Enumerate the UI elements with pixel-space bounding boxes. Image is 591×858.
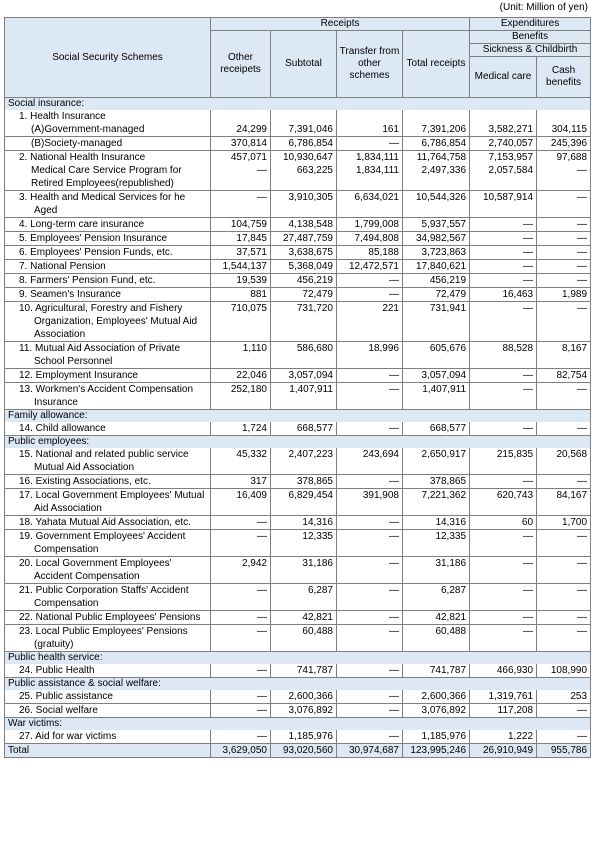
cell-subtotal: 5,368,049 (271, 260, 337, 274)
table-row (5, 369, 591, 383)
scheme-name: 2. National Health Insurance (19, 152, 146, 163)
cell-medical-care: 16,463 (470, 288, 537, 302)
social-security-table (4, 17, 591, 758)
cell-transfer: — (337, 664, 403, 678)
cell-cash-benefits: 955,786 (537, 744, 591, 758)
cell-total-receipts: 741,787 (403, 664, 470, 678)
cell-medical-care: — (470, 625, 537, 652)
cell-total-receipts: 7,221,362 (403, 489, 470, 516)
cell-subtotal: 6,786,854 (271, 137, 337, 151)
category-row (5, 678, 591, 691)
table-row (5, 302, 591, 342)
cell-medical-care: 2,057,584 (470, 164, 537, 191)
cell-cash-benefits: — (537, 232, 591, 246)
cell-other-receipts (211, 110, 271, 123)
cell-other-receipts: — (211, 664, 271, 678)
category-label: Public employees: (5, 436, 591, 449)
cell-total-receipts: 60,488 (403, 625, 470, 652)
scheme-name: 3. Health and Medical Services for he Aged (19, 192, 186, 216)
cell-medical-care: 1,319,761 (470, 690, 537, 704)
cell-subtotal: 72,479 (271, 288, 337, 302)
cell-other-receipts: — (211, 690, 271, 704)
cell-subtotal: 3,910,305 (271, 191, 337, 218)
cell-transfer: 1,834,111 (337, 151, 403, 165)
cell-medical-care: — (470, 530, 537, 557)
cell-other-receipts: — (211, 704, 271, 718)
cell-cash-benefits: — (537, 530, 591, 557)
cell-medical-care: — (470, 232, 537, 246)
header-medical-care: Medical care (470, 57, 537, 98)
cell-other-receipts: 881 (211, 288, 271, 302)
scheme-name: 17. Local Government Employees' Mutual Aid Association (19, 490, 205, 514)
cell-subtotal: 668,577 (271, 422, 337, 436)
table-row (5, 625, 591, 652)
cell-transfer: — (337, 690, 403, 704)
cell-other-receipts: 3,629,050 (211, 744, 271, 758)
cell-medical-care: — (470, 218, 537, 232)
scheme-name: 12. Employment Insurance (19, 370, 138, 381)
cell-transfer: — (337, 288, 403, 302)
category-label: Public assistance & social welfare: (5, 678, 591, 691)
scheme-name: 5. Employees' Pension Insurance (19, 233, 168, 244)
scheme-name: 6. Employees' Pension Funds, etc. (19, 247, 173, 258)
table-row (5, 530, 591, 557)
table-row (5, 218, 591, 232)
cell-transfer: 161 (337, 123, 403, 137)
cell-medical-care: — (470, 369, 537, 383)
scheme-name: 23. Local Public Employees' Pensions (gratuity) (19, 626, 188, 650)
table-row (5, 690, 591, 704)
table-row (5, 137, 591, 151)
header-benefits: Benefits (470, 31, 591, 44)
table-row (5, 164, 591, 191)
cell-other-receipts: — (211, 516, 271, 530)
cell-cash-benefits: — (537, 274, 591, 288)
cell-transfer: — (337, 137, 403, 151)
header-sickness-childbirth: Sickness & Childbirth (470, 44, 591, 57)
header-receipts: Receipts (211, 18, 470, 31)
cell-medical-care: — (470, 611, 537, 625)
cell-total-receipts: 378,865 (403, 475, 470, 489)
cell-transfer: — (337, 369, 403, 383)
table-row (5, 611, 591, 625)
cell-transfer: — (337, 557, 403, 584)
cell-cash-benefits: — (537, 611, 591, 625)
header-total-receipts: Total receipts (403, 31, 470, 98)
cell-cash-benefits: — (537, 302, 591, 342)
cell-other-receipts: 252,180 (211, 383, 271, 410)
cell-other-receipts: 16,409 (211, 489, 271, 516)
scheme-name: 26. Social welfare (19, 705, 98, 716)
scheme-name: 27. Aid for war victims (19, 731, 117, 742)
cell-medical-care: 26,910,949 (470, 744, 537, 758)
cell-subtotal: 93,020,560 (271, 744, 337, 758)
cell-total-receipts: 2,600,366 (403, 690, 470, 704)
scheme-name: 20. Local Government Employees' Accident Compensation (19, 558, 172, 582)
cell-medical-care: 60 (470, 516, 537, 530)
total-row (5, 744, 591, 758)
cell-total-receipts: 2,650,917 (403, 448, 470, 475)
cell-cash-benefits: 20,568 (537, 448, 591, 475)
cell-other-receipts: 1,544,137 (211, 260, 271, 274)
cell-medical-care: — (470, 584, 537, 611)
scheme-name: 7. National Pension (19, 261, 106, 272)
cell-other-receipts: — (211, 730, 271, 744)
unit-label: (Unit: Million of yen) (499, 2, 588, 13)
cell-transfer: 243,694 (337, 448, 403, 475)
scheme-name: (B)Society-managed (31, 138, 123, 149)
cell-medical-care: — (470, 422, 537, 436)
cell-subtotal: 60,488 (271, 625, 337, 652)
cell-other-receipts: — (211, 530, 271, 557)
scheme-name: 1. Health Insurance (19, 111, 106, 122)
cell-transfer: 1,799,008 (337, 218, 403, 232)
cell-transfer: — (337, 530, 403, 557)
cell-medical-care: — (470, 246, 537, 260)
cell-other-receipts: — (211, 584, 271, 611)
category-row (5, 410, 591, 423)
cell-subtotal: 3,638,675 (271, 246, 337, 260)
cell-other-receipts: — (211, 625, 271, 652)
cell-total-receipts: 7,391,206 (403, 123, 470, 137)
scheme-name: 18. Yahata Mutual Aid Association, etc. (19, 517, 191, 528)
cell-medical-care: 3,582,271 (470, 123, 537, 137)
cell-subtotal: 7,391,046 (271, 123, 337, 137)
cell-cash-benefits: 253 (537, 690, 591, 704)
cell-transfer: 6,634,021 (337, 191, 403, 218)
cell-subtotal: 4,138,548 (271, 218, 337, 232)
cell-other-receipts: 317 (211, 475, 271, 489)
header-schemes: Social Security Schemes (5, 18, 211, 98)
cell-subtotal: 42,821 (271, 611, 337, 625)
scheme-name: 14. Child allowance (19, 423, 106, 434)
cell-subtotal: 12,335 (271, 530, 337, 557)
cell-medical-care: 466,930 (470, 664, 537, 678)
scheme-name: 11. Mutual Aid Association of Private School Personnel (19, 343, 181, 367)
cell-medical-care: 7,153,957 (470, 151, 537, 165)
cell-subtotal: 31,186 (271, 557, 337, 584)
cell-subtotal: 1,185,976 (271, 730, 337, 744)
cell-total-receipts: 3,076,892 (403, 704, 470, 718)
scheme-name: 21. Public Corporation Staffs' Accident Compensation (19, 585, 189, 609)
cell-transfer: 85,188 (337, 246, 403, 260)
cell-subtotal: 741,787 (271, 664, 337, 678)
table-row (5, 342, 591, 369)
cell-total-receipts: 17,840,621 (403, 260, 470, 274)
cell-medical-care (470, 110, 537, 123)
cell-medical-care: 88,528 (470, 342, 537, 369)
cell-total-receipts (403, 110, 470, 123)
cell-medical-care: 2,740,057 (470, 137, 537, 151)
cell-transfer: — (337, 584, 403, 611)
cell-subtotal: 3,057,094 (271, 369, 337, 383)
cell-other-receipts: — (211, 611, 271, 625)
cell-transfer: 391,908 (337, 489, 403, 516)
table-header (5, 18, 591, 98)
cell-medical-care: 215,835 (470, 448, 537, 475)
cell-transfer: 30,974,687 (337, 744, 403, 758)
cell-total-receipts: 14,316 (403, 516, 470, 530)
table-row (5, 288, 591, 302)
header-cash-benefits: Cash benefits (537, 57, 591, 98)
cell-total-receipts: 10,544,326 (403, 191, 470, 218)
cell-cash-benefits: — (537, 730, 591, 744)
cell-cash-benefits: — (537, 704, 591, 718)
cell-subtotal: 3,076,892 (271, 704, 337, 718)
category-row (5, 436, 591, 449)
cell-transfer: — (337, 704, 403, 718)
table-row (5, 730, 591, 744)
table-row (5, 191, 591, 218)
cell-subtotal: 10,930,647 (271, 151, 337, 165)
cell-total-receipts: 3,723,863 (403, 246, 470, 260)
category-row (5, 98, 591, 111)
cell-cash-benefits (537, 110, 591, 123)
cell-total-receipts: 123,995,246 (403, 744, 470, 758)
cell-cash-benefits: 1,989 (537, 288, 591, 302)
cell-subtotal: 378,865 (271, 475, 337, 489)
cell-total-receipts: 731,941 (403, 302, 470, 342)
cell-cash-benefits: 8,167 (537, 342, 591, 369)
scheme-name: Total (8, 745, 30, 756)
cell-total-receipts: 42,821 (403, 611, 470, 625)
category-label: War victims: (5, 718, 591, 731)
cell-cash-benefits: — (537, 584, 591, 611)
scheme-name: 19. Government Employees' Accident Compensation (19, 531, 186, 555)
cell-other-receipts: 104,759 (211, 218, 271, 232)
cell-transfer: — (337, 383, 403, 410)
cell-subtotal: 663,225 (271, 164, 337, 191)
cell-cash-benefits: 245,396 (537, 137, 591, 151)
cell-total-receipts: 31,186 (403, 557, 470, 584)
cell-cash-benefits: 304,115 (537, 123, 591, 137)
cell-transfer: — (337, 475, 403, 489)
scheme-name: 25. Public assistance (19, 691, 113, 702)
table-body (5, 98, 591, 758)
cell-cash-benefits: 84,167 (537, 489, 591, 516)
cell-subtotal: 27,487,759 (271, 232, 337, 246)
cell-transfer: — (337, 625, 403, 652)
header-subtotal: Subtotal (271, 31, 337, 98)
header-other-receipts: Other receipets (211, 31, 271, 98)
table-row (5, 246, 591, 260)
cell-other-receipts: 19,539 (211, 274, 271, 288)
cell-cash-benefits: — (537, 422, 591, 436)
cell-transfer (337, 110, 403, 123)
table-row (5, 664, 591, 678)
cell-subtotal: 731,720 (271, 302, 337, 342)
table-row (5, 383, 591, 410)
table-row (5, 475, 591, 489)
cell-medical-care: — (470, 383, 537, 410)
table-row (5, 110, 591, 123)
cell-cash-benefits: — (537, 475, 591, 489)
cell-transfer: — (337, 611, 403, 625)
cell-transfer: — (337, 422, 403, 436)
cell-subtotal: 6,287 (271, 584, 337, 611)
table-row (5, 557, 591, 584)
cell-other-receipts: 37,571 (211, 246, 271, 260)
cell-medical-care: 620,743 (470, 489, 537, 516)
cell-other-receipts: 22,046 (211, 369, 271, 383)
cell-total-receipts: 12,335 (403, 530, 470, 557)
cell-total-receipts: 11,764,758 (403, 151, 470, 165)
cell-total-receipts: 668,577 (403, 422, 470, 436)
cell-total-receipts: 5,937,557 (403, 218, 470, 232)
category-row (5, 652, 591, 665)
cell-other-receipts: — (211, 191, 271, 218)
cell-total-receipts: 72,479 (403, 288, 470, 302)
table-row (5, 704, 591, 718)
scheme-name: 4. Long-term care insurance (19, 219, 145, 230)
cell-other-receipts: 710,075 (211, 302, 271, 342)
cell-cash-benefits: — (537, 260, 591, 274)
cell-total-receipts: 1,407,911 (403, 383, 470, 410)
cell-transfer: 18,996 (337, 342, 403, 369)
cell-medical-care: — (470, 475, 537, 489)
cell-subtotal: 1,407,911 (271, 383, 337, 410)
cell-other-receipts: 1,724 (211, 422, 271, 436)
table-row (5, 260, 591, 274)
cell-medical-care: 10,587,914 (470, 191, 537, 218)
cell-other-receipts: — (211, 164, 271, 191)
table-row (5, 422, 591, 436)
cell-other-receipts: 45,332 (211, 448, 271, 475)
cell-cash-benefits: — (537, 191, 591, 218)
cell-total-receipts: 34,982,567 (403, 232, 470, 246)
cell-transfer: 1,834,111 (337, 164, 403, 191)
cell-total-receipts: 456,219 (403, 274, 470, 288)
cell-transfer: 7,494,808 (337, 232, 403, 246)
cell-total-receipts: 1,185,976 (403, 730, 470, 744)
cell-subtotal: 456,219 (271, 274, 337, 288)
scheme-name: Medical Care Service Program for Retired Employees(republished) (31, 165, 182, 189)
table-row (5, 516, 591, 530)
cell-medical-care: — (470, 557, 537, 584)
table-row (5, 232, 591, 246)
cell-cash-benefits: — (537, 383, 591, 410)
cell-other-receipts: 457,071 (211, 151, 271, 165)
category-row (5, 718, 591, 731)
header-transfer: Transfer from other schemes (337, 31, 403, 98)
cell-total-receipts: 2,497,336 (403, 164, 470, 191)
scheme-name: 24. Public Health (19, 665, 95, 676)
header-expenditures: Expenditures (470, 18, 591, 31)
cell-other-receipts: 2,942 (211, 557, 271, 584)
scheme-name: 16. Existing Associations, etc. (19, 476, 151, 487)
cell-transfer: — (337, 730, 403, 744)
table-row (5, 123, 591, 137)
scheme-name: 15. National and related public service Mutual Aid Association (19, 449, 189, 473)
category-label: Family allowance: (5, 410, 591, 423)
cell-transfer: 12,472,571 (337, 260, 403, 274)
cell-subtotal (271, 110, 337, 123)
scheme-name: 22. National Public Employees' Pensions (19, 612, 201, 623)
cell-transfer: 221 (337, 302, 403, 342)
cell-medical-care: 117,208 (470, 704, 537, 718)
cell-subtotal: 586,680 (271, 342, 337, 369)
table-row (5, 448, 591, 475)
cell-cash-benefits: — (537, 164, 591, 191)
cell-cash-benefits: 1,700 (537, 516, 591, 530)
cell-cash-benefits: — (537, 246, 591, 260)
scheme-name: 8. Farmers' Pension Fund, etc. (19, 275, 156, 286)
cell-medical-care: 1,222 (470, 730, 537, 744)
table-row (5, 584, 591, 611)
cell-cash-benefits: 97,688 (537, 151, 591, 165)
cell-cash-benefits: 108,990 (537, 664, 591, 678)
cell-subtotal: 14,316 (271, 516, 337, 530)
cell-total-receipts: 605,676 (403, 342, 470, 369)
scheme-name: 13. Workmen's Accident Compensation Insurance (19, 384, 194, 408)
scheme-name: 9. Seamen's Insurance (19, 289, 121, 300)
table-row (5, 274, 591, 288)
cell-cash-benefits: — (537, 557, 591, 584)
cell-cash-benefits: — (537, 218, 591, 232)
category-label: Social insurance: (5, 98, 591, 111)
cell-subtotal: 2,407,223 (271, 448, 337, 475)
scheme-name: (A)Government-managed (31, 124, 145, 135)
table-row (5, 489, 591, 516)
cell-cash-benefits: — (537, 625, 591, 652)
cell-other-receipts: 370,814 (211, 137, 271, 151)
cell-other-receipts: 1,110 (211, 342, 271, 369)
cell-medical-care: — (470, 302, 537, 342)
category-label: Public health service: (5, 652, 591, 665)
cell-medical-care: — (470, 260, 537, 274)
cell-cash-benefits: 82,754 (537, 369, 591, 383)
table-row (5, 151, 591, 165)
cell-transfer: — (337, 274, 403, 288)
scheme-name: 10. Agricultural, Forestry and Fishery Organization, Employees' Mutual Aid Association (19, 303, 198, 340)
cell-other-receipts: 17,845 (211, 232, 271, 246)
cell-total-receipts: 6,287 (403, 584, 470, 611)
cell-subtotal: 2,600,366 (271, 690, 337, 704)
cell-medical-care: — (470, 274, 537, 288)
cell-other-receipts: 24,299 (211, 123, 271, 137)
cell-total-receipts: 3,057,094 (403, 369, 470, 383)
cell-total-receipts: 6,786,854 (403, 137, 470, 151)
cell-transfer: — (337, 516, 403, 530)
cell-subtotal: 6,829,454 (271, 489, 337, 516)
